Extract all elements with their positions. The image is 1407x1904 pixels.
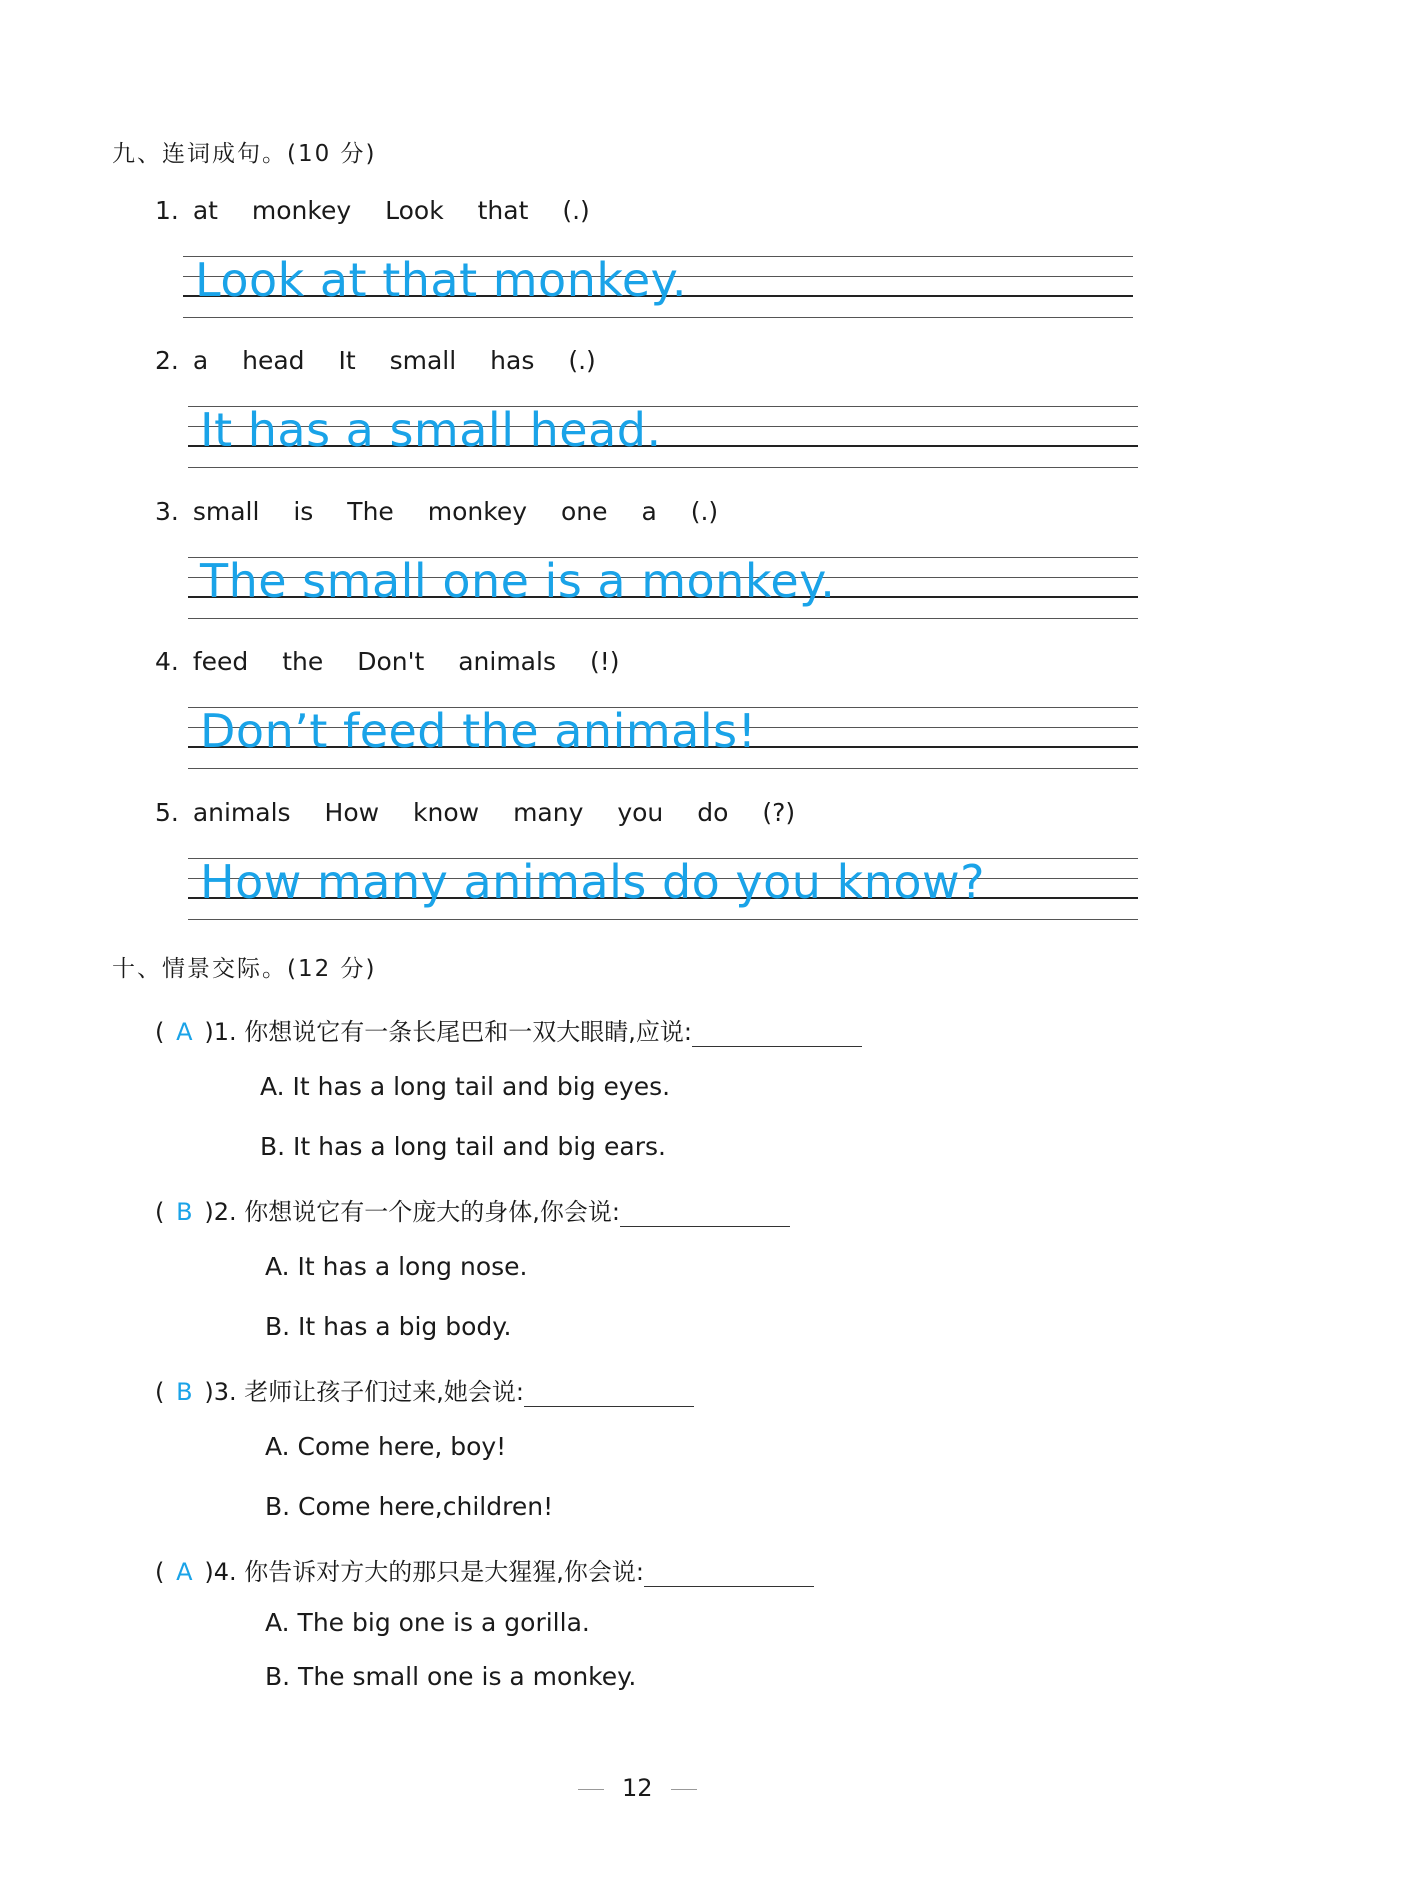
answer-blank-3 bbox=[524, 1380, 694, 1407]
right-dash bbox=[671, 1789, 697, 1790]
word: know bbox=[413, 798, 480, 827]
question-number: )2. bbox=[204, 1198, 237, 1226]
punctuation: (?) bbox=[762, 798, 796, 827]
open-paren: ( bbox=[155, 1378, 165, 1406]
question-number: )3. bbox=[204, 1378, 237, 1406]
word: small bbox=[389, 346, 457, 375]
word: It bbox=[338, 346, 356, 375]
section-10-heading: 十、情景交际。(12 分) bbox=[112, 956, 377, 982]
word: the bbox=[282, 647, 324, 676]
handwritten-answer-2: It has a small head. bbox=[200, 403, 662, 457]
question-number: )4. bbox=[204, 1558, 237, 1586]
option-3b: B. Come here,children! bbox=[265, 1492, 554, 1521]
word: head bbox=[242, 346, 305, 375]
word: monkey bbox=[251, 196, 352, 225]
answer-lines-2 bbox=[188, 403, 1138, 468]
answer-letter-2: B bbox=[176, 1198, 193, 1226]
word: is bbox=[293, 497, 314, 526]
item-number: 5. bbox=[155, 798, 179, 827]
word: monkey bbox=[427, 497, 528, 526]
handwritten-answer-1: Look at that monkey. bbox=[195, 253, 687, 307]
word: a bbox=[641, 497, 657, 526]
question-text: 你告诉对方大的那只是大猩猩,你会说: bbox=[244, 1558, 644, 1586]
question-text: 你想说它有一个庞大的身体,你会说: bbox=[244, 1198, 620, 1226]
open-paren: ( bbox=[155, 1558, 165, 1586]
word: do bbox=[697, 798, 729, 827]
punctuation: (.) bbox=[562, 196, 590, 225]
answer-lines-5 bbox=[188, 855, 1138, 920]
word: How bbox=[324, 798, 380, 827]
answer-blank-1 bbox=[692, 1020, 862, 1047]
word-list-3 bbox=[155, 497, 744, 526]
question-number: )1. bbox=[204, 1018, 237, 1046]
item-number: 2. bbox=[155, 346, 179, 375]
answer-blank-4 bbox=[644, 1560, 814, 1587]
answer-lines-1 bbox=[183, 253, 1133, 318]
question-2 bbox=[155, 1192, 790, 1227]
question-4 bbox=[155, 1552, 814, 1587]
answer-letter-1: A bbox=[176, 1018, 193, 1046]
question-text: 你想说它有一条长尾巴和一双大眼睛,应说: bbox=[244, 1018, 692, 1046]
section-9-heading: 九、连词成句。(10 分) bbox=[112, 141, 377, 167]
page-number-footer bbox=[560, 1774, 715, 1802]
word: small bbox=[192, 497, 260, 526]
option-1b: B. It has a long tail and big ears. bbox=[260, 1132, 666, 1161]
word-list-5 bbox=[155, 798, 821, 827]
option-4b: B. The small one is a monkey. bbox=[265, 1662, 637, 1691]
word-list-1 bbox=[155, 196, 616, 225]
word: at bbox=[192, 196, 218, 225]
punctuation: (!) bbox=[589, 647, 620, 676]
question-3 bbox=[155, 1372, 694, 1407]
word-list-4 bbox=[155, 647, 645, 676]
word: one bbox=[560, 497, 608, 526]
answer-lines-3 bbox=[188, 554, 1138, 619]
word: you bbox=[617, 798, 664, 827]
word: The bbox=[347, 497, 394, 526]
word: Look bbox=[385, 196, 444, 225]
handwritten-answer-3: The small one is a monkey. bbox=[200, 554, 836, 608]
word: animals bbox=[192, 798, 291, 827]
open-paren: ( bbox=[155, 1018, 165, 1046]
page-number: 12 bbox=[622, 1774, 653, 1802]
punctuation: (.) bbox=[568, 346, 596, 375]
option-2a: A. It has a long nose. bbox=[265, 1252, 528, 1281]
question-1 bbox=[155, 1012, 862, 1047]
option-3a: A. Come here, boy! bbox=[265, 1432, 507, 1461]
word: feed bbox=[192, 647, 249, 676]
word: has bbox=[490, 346, 535, 375]
answer-letter-4: A bbox=[176, 1558, 193, 1586]
word: a bbox=[192, 346, 209, 375]
word: that bbox=[477, 196, 529, 225]
word: many bbox=[513, 798, 584, 827]
left-dash bbox=[578, 1789, 604, 1790]
item-number: 4. bbox=[155, 647, 179, 676]
open-paren: ( bbox=[155, 1198, 165, 1226]
handwritten-answer-5: How many animals do you know? bbox=[200, 855, 986, 909]
word: animals bbox=[458, 647, 556, 676]
answer-blank-2 bbox=[620, 1200, 790, 1227]
option-2b: B. It has a big body. bbox=[265, 1312, 512, 1341]
word: Don't bbox=[357, 647, 425, 676]
item-number: 1. bbox=[155, 196, 179, 225]
punctuation: (.) bbox=[690, 497, 719, 526]
handwritten-answer-4: Don’t feed the animals! bbox=[200, 704, 757, 758]
question-text: 老师让孩子们过来,她会说: bbox=[244, 1378, 524, 1406]
option-1a: A. It has a long tail and big eyes. bbox=[260, 1072, 671, 1101]
item-number: 3. bbox=[155, 497, 179, 526]
option-4a: A. The big one is a gorilla. bbox=[265, 1608, 590, 1637]
word-list-2 bbox=[155, 346, 622, 375]
answer-letter-3: B bbox=[176, 1378, 193, 1406]
answer-lines-4 bbox=[188, 704, 1138, 769]
